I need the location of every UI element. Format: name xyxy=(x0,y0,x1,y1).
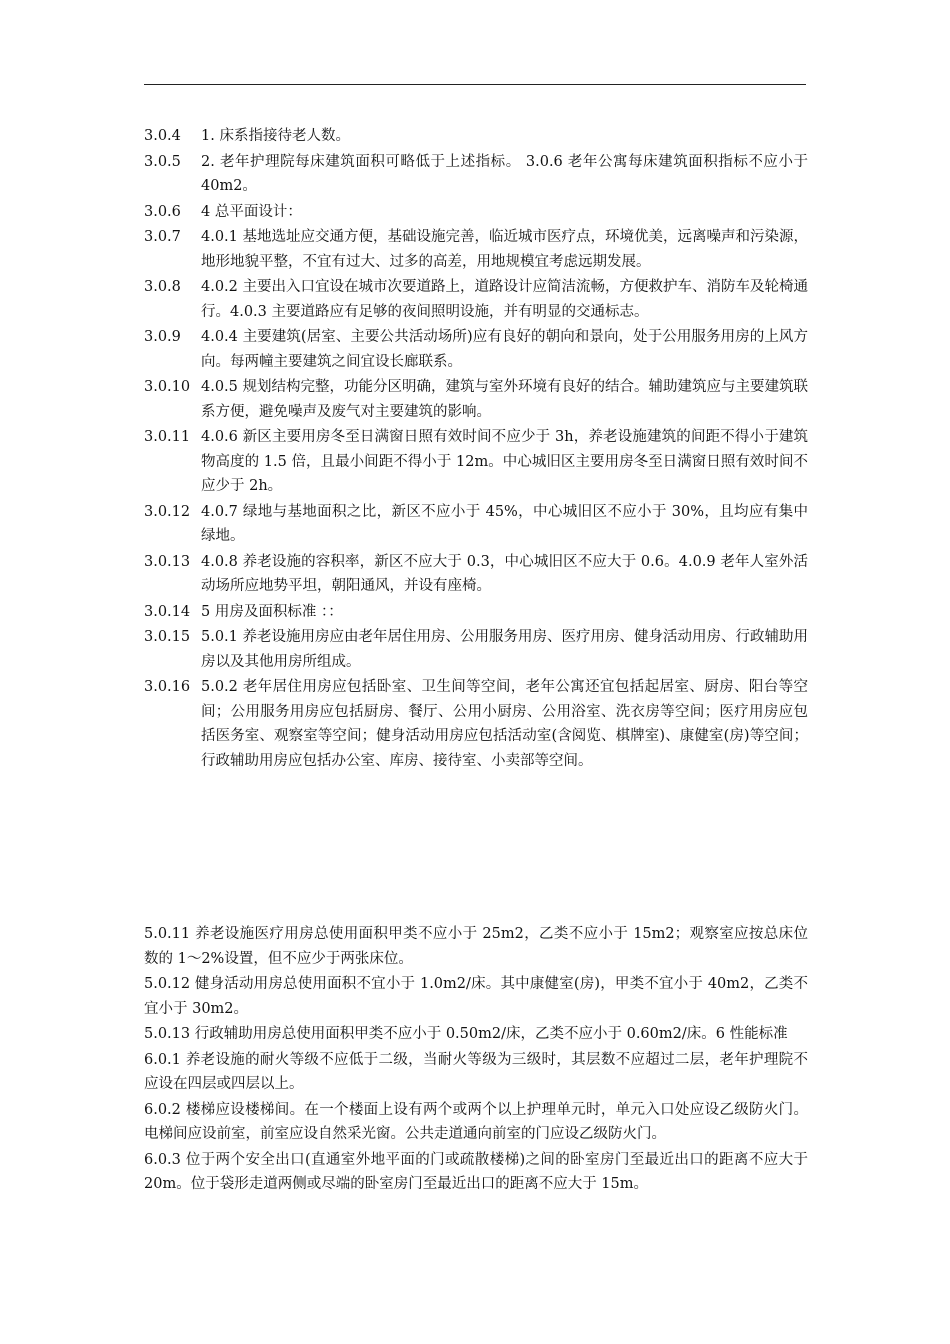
item-text: 1. 床系指接待老人数。 xyxy=(201,128,350,144)
item-text: 4.0.4 主要建筑(居室、主要公共活动场所)应有良好的朝向和景向，处于公用服务用房的上风方向。每两幢主要建筑之间宜设长廊联系。 xyxy=(201,329,808,370)
list-item xyxy=(144,500,808,549)
paragraph: 6.0.2 楼梯应设楼梯间。在一个楼面上设有两个或两个以上护理单元时，单元入口处应设乙级防火门。电梯间应设前室，前室应设自然采光窗。公共走道通向前室的门应设乙级防火门。 xyxy=(144,1101,808,1142)
item-number: 3.0.8 xyxy=(144,279,181,295)
paragraph: 5.0.13 行政辅助用房总使用面积甲类不应小于 0.50m2/床，乙类不应小于 0.60m2/床。6 性能标准 xyxy=(144,1026,788,1042)
item-text: 2. 老年护理院每床建筑面积可略低于上述指标。 3.0.6 老年公寓每床建筑面积指标不应小于 40m2。 xyxy=(201,153,808,194)
list-item xyxy=(144,150,808,199)
item-number: 3.0.9 xyxy=(144,329,181,345)
item-number: 3.0.4 xyxy=(144,128,181,144)
item-text: 5.0.2 老年居住用房应包括卧室、卫生间等空间，老年公寓还宜包括起居室、厨房、阳台等空间；公用服务用房应包括厨房、餐厅、公用小厨房、公用浴室、洗衣房等空间；医疗用房应包括医务室、观察室等空间；健身活动用房应包括活动室(含阅览、棋牌室)、康健室(房)等空间；行政辅助用房应包括办公室、库房、接待室、小卖部等空间。 xyxy=(201,679,808,769)
item-text: 5.0.1 养老设施用房应由老年居住用房、公用服务用房、医疗用房、健身活动用房、行政辅助用房以及其他用房所组成。 xyxy=(201,629,808,670)
item-number: 3.0.16 xyxy=(144,679,191,695)
item-number: 3.0.15 xyxy=(144,629,191,645)
item-text: 4 总平面设计： xyxy=(201,203,302,220)
item-text: 4.0.1 基地选址应交通方便，基础设施完善，临近城市医疗点，环境优美，远离噪声和污染源，地形地貌平整，不宜有过大、过多的高差，用地规模宜考虑远期发展。 xyxy=(201,229,808,270)
item-number: 3.0.12 xyxy=(144,503,191,520)
paragraph: 6.0.3 位于两个安全出口(直通室外地平面的门或疏散楼梯)之间的卧室房门至最近出口的距离不应大于 20m。位于袋形走道两侧或尽端的卧室房门至最近出口的距离不应大于 15m。 xyxy=(144,1151,808,1192)
item-text: 4.0.7 绿地与基地面积之比，新区不应小于 45%，中心城旧区不应小于 30%，且均应有集中绿地。 xyxy=(201,503,808,544)
list-item xyxy=(144,225,808,274)
item-number: 3.0.7 xyxy=(144,229,181,245)
list-item xyxy=(144,625,808,674)
paragraph: 6.0.1 养老设施的耐火等级不应低于二级，当耐火等级为三级时，其层数不应超过二层，老年护理院不应设在四层或四层以上。 xyxy=(144,1051,808,1092)
item-text: 5 用房及面积标准 ：： xyxy=(201,603,343,620)
item-text: 4.0.2 主要出入口宜设在城市次要道路上，道路设计应简洁流畅，方便救护车、消防车及轮椅通行。4.0.3 主要道路应有足够的夜间照明设施，并有明显的交通标志。 xyxy=(201,279,808,320)
item-text: 4.0.8 养老设施的容积率，新区不应大于 0.3，中心城旧区不应大于 0.6。4.0.9 老年人室外活动场所应地势平坦，朝阳通风，并设有座椅。 xyxy=(201,553,808,594)
item-number: 3.0.6 xyxy=(144,203,181,220)
item-text: 4.0.5 规划结构完整，功能分区明确，建筑与室外环境有良好的结合。辅助建筑应与主要建筑联系方便，避免噪声及废气对主要建筑的影响。 xyxy=(201,379,808,420)
item-number: 3.0.5 xyxy=(144,153,181,170)
item-number: 3.0.10 xyxy=(144,379,191,395)
list-item xyxy=(144,675,808,773)
list-item xyxy=(144,600,808,625)
list-item xyxy=(144,375,808,424)
item-number: 3.0.14 xyxy=(144,603,191,620)
header-rule xyxy=(144,84,806,85)
list-item xyxy=(144,550,808,599)
list-item xyxy=(144,124,808,149)
list-item xyxy=(144,275,808,324)
list-item xyxy=(144,425,808,499)
paragraph: 5.0.11 养老设施医疗用房总使用面积甲类不应小于 25m2，乙类不应小于 15m2；观察室应按总床位数的 1～2%设置，但不应少于两张床位。 xyxy=(144,926,808,967)
item-number: 3.0.13 xyxy=(144,553,191,570)
numbered-clause-list xyxy=(144,124,808,774)
paragraph: 5.0.12 健身活动用房总使用面积不宜小于 1.0m2/床。其中康健室(房)，甲类不宜小于 40m2，乙类不宜小于 30m2。 xyxy=(144,976,808,1017)
body-paragraphs xyxy=(144,922,808,1198)
item-text: 4.0.6 新区主要用房冬至日满窗日照有效时间不应少于 3h，养老设施建筑的间距不得小于建筑物高度的 1.5 倍，且最小间距不得小于 12m。中心城旧区主要用房冬至日满窗日照有效时间不应少于 2h。 xyxy=(201,429,808,494)
item-number: 3.0.11 xyxy=(144,429,191,445)
list-item xyxy=(144,200,808,225)
list-item xyxy=(144,325,808,374)
